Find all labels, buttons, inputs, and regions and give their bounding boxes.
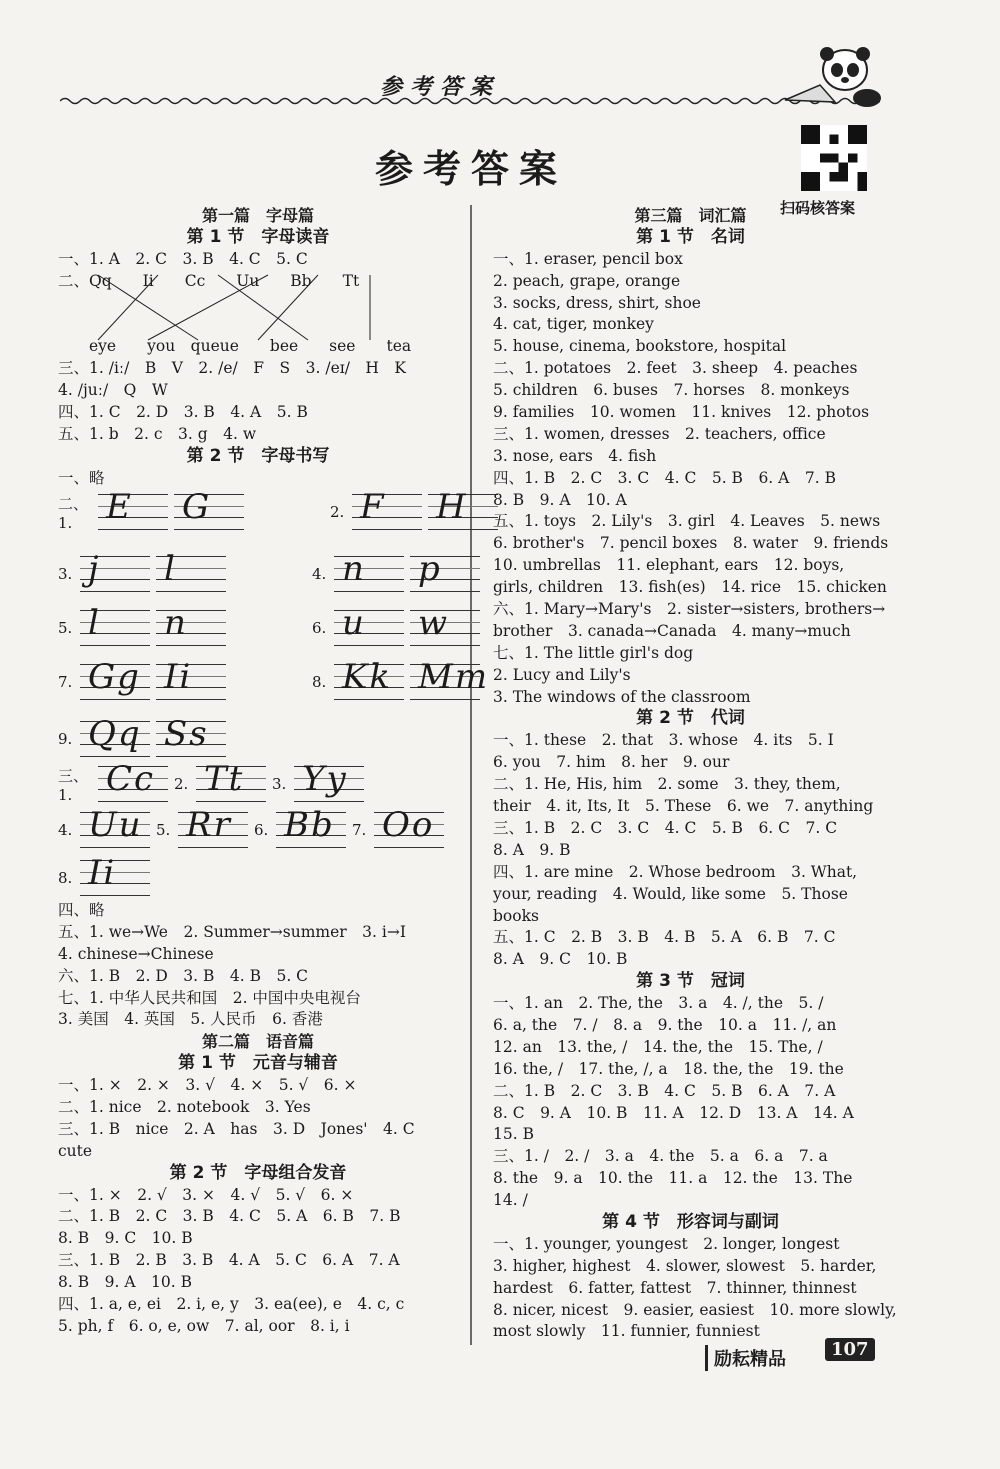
section-heading: 第 4 节 形容词与副词	[602, 1211, 779, 1232]
answer-line: 8. A 9. B	[493, 840, 571, 859]
section-heading: 第三篇 词汇篇	[634, 206, 747, 225]
writing-row	[58, 549, 486, 596]
writing-row	[58, 603, 486, 650]
handwritten-letter: w	[418, 603, 450, 643]
answer-line: 三、1. B nice 2. A has 3. D Jones' 4. C	[58, 1119, 415, 1138]
column-divider	[470, 205, 472, 1345]
answer-line: 6. brother's 7. pencil boxes 8. water 9. friends	[493, 534, 889, 553]
answer-line: your, reading 4. Would, like some 5. Those	[493, 884, 848, 903]
answer-line: 6. you 7. him 8. her 9. our	[493, 753, 730, 772]
handwriting-cell	[80, 714, 150, 757]
handwritten-letter: Rr	[186, 805, 232, 845]
section-heading: 第一篇 字母篇	[201, 206, 314, 225]
handwritten-letter: n	[164, 603, 188, 643]
handwritten-letter: Tt	[204, 759, 245, 799]
answer-line: 一、1. eraser, pencil box	[493, 249, 683, 268]
answer-line: eye you queue bee see tea	[58, 337, 412, 356]
handwriting-cell	[178, 805, 248, 848]
answer-line: 12. an 13. the, / 14. the, the 15. The, /	[493, 1037, 823, 1056]
handwritten-letter: Ii	[164, 657, 193, 697]
writing-row	[58, 714, 232, 761]
handwritten-letter: Ss	[164, 714, 209, 754]
question-number: 7.	[58, 673, 73, 691]
handwritten-letter: Uu	[88, 805, 143, 845]
handwriting-cell	[374, 805, 444, 848]
question-number: 2.	[174, 775, 189, 793]
answer-line: 六、1. Mary→Mary's 2. sister→sisters, brothers→	[493, 600, 886, 619]
answer-line: books	[493, 906, 539, 925]
right-column	[493, 205, 897, 1343]
left-column-bottom	[58, 900, 458, 1338]
answer-line: 五、1. b 2. c 3. g 4. w	[58, 424, 257, 443]
answer-line: 16. the, / 17. the, /, a 18. the, the 19. the	[493, 1059, 844, 1078]
answer-line: girls, children 13. fish(es) 14. rice 15. chicken	[493, 578, 887, 597]
question-number: 8.	[58, 869, 73, 887]
handwriting-cell	[98, 759, 168, 802]
answer-line: 5. children 6. buses 7. horses 8. monkeys	[493, 381, 850, 400]
answer-line: 一、1. these 2. that 3. whose 4. its 5. I	[493, 731, 834, 750]
page-title: 参考答案	[375, 146, 568, 191]
answer-line: 一、1. × 2. √ 3. × 4. √ 5. √ 6. ×	[58, 1185, 354, 1204]
answer-line: 2. peach, grape, orange	[493, 271, 681, 290]
answer-line: brother 3. canada→Canada 4. many→much	[493, 621, 851, 640]
section-heading: 第二篇 语音篇	[201, 1032, 314, 1052]
handwriting-cell	[80, 549, 150, 592]
handwriting-cell	[334, 549, 404, 592]
answer-line: 二、1. He, His, him 2. some 3. they, them,	[493, 775, 841, 794]
handwritten-letter: Ii	[88, 853, 117, 893]
section-heading: 第 2 节 代词	[636, 708, 745, 729]
answer-line: 8. the 9. a 10. the 11. a 12. the 13. The	[493, 1169, 853, 1188]
handwritten-letter: Qq	[88, 714, 142, 754]
writing-row	[58, 657, 490, 704]
answer-line: 一、略	[58, 468, 105, 487]
handwritten-letter: p	[418, 549, 442, 589]
answer-line: 四、1. are mine 2. Whose bedroom 3. What,	[493, 862, 858, 881]
handwritten-letter: Oo	[382, 805, 435, 845]
answer-line: 3. higher, highest 4. slower, slowest 5. harder,	[493, 1256, 877, 1275]
section-heading: 第 2 节 字母书写	[186, 445, 330, 466]
handwritten-letter: n	[342, 549, 366, 589]
answer-line: 10. umbrellas 11. elephant, ears 12. boys,	[493, 556, 845, 575]
qr-caption: 扫码核答案	[780, 199, 856, 217]
answer-line: 15. B	[493, 1125, 534, 1144]
handwriting-cell	[352, 487, 422, 530]
answer-line: 四、1. B 2. C 3. C 4. C 5. B 6. A 7. B	[493, 468, 836, 487]
handwriting-cell	[98, 487, 168, 530]
answer-line: 三、1. women, dresses 2. teachers, office	[493, 424, 826, 443]
answer-line: 14. /	[493, 1191, 528, 1210]
answer-line: 一、1. × 2. × 3. √ 4. × 5. √ 6. ×	[58, 1076, 357, 1095]
handwriting-cell	[410, 657, 490, 700]
answer-line: 二、1. potatoes 2. feet 3. sheep 4. peaches	[493, 359, 858, 378]
handwriting-cell	[156, 603, 226, 646]
answer-line: 二、Qq Ii Cc Uu Bb Tt	[58, 271, 360, 290]
answer-line: 3. nose, ears 4. fish	[493, 446, 657, 465]
handwritten-letter: l	[88, 603, 101, 643]
question-number: 3.	[58, 565, 73, 583]
answer-line: 9. families 10. women 11. knives 12. photos	[493, 403, 870, 422]
matching-lines	[58, 265, 458, 365]
handwriting-cell	[80, 603, 150, 646]
writing-row	[58, 853, 156, 900]
panda-mascot-icon	[775, 40, 885, 110]
section-heading: 第 2 节 字母组合发音	[169, 1162, 347, 1183]
answer-line: 2. Lucy and Lily's	[493, 665, 631, 684]
handwriting-cell	[334, 603, 404, 646]
section-heading: 第 1 节 元音与辅音	[178, 1053, 338, 1074]
answer-line: 七、1. 中华人民共和国 2. 中国中央电视台	[58, 988, 361, 1007]
writing-row	[58, 759, 370, 806]
handwritten-letter: Bb	[284, 805, 335, 845]
handwritten-letter: Cc	[106, 759, 156, 799]
handwriting-cell	[276, 805, 346, 848]
handwritten-letter: Gg	[88, 657, 141, 697]
answer-line: 四、略	[58, 901, 105, 919]
answer-line: 五、1. toys 2. Lily's 3. girl 4. Leaves 5. news	[493, 512, 881, 531]
answer-line: 8. C 9. A 10. B 11. A 12. D 13. A 14. A	[493, 1103, 854, 1122]
handwriting-cell	[334, 657, 404, 700]
question-number: 6.	[254, 821, 269, 839]
handwritten-letter: G	[182, 487, 212, 527]
question-number: 三、1.	[58, 766, 89, 804]
writing-row	[58, 487, 504, 534]
answer-line: 二、1. B 2. C 3. B 4. C 5. A 6. B 7. B	[58, 1207, 401, 1226]
question-number: 5.	[156, 821, 171, 839]
answer-line: 五、1. C 2. B 3. B 4. B 5. A 6. B 7. C	[493, 928, 836, 947]
answer-line: 5. house, cinema, bookstore, hospital	[493, 337, 787, 356]
question-number: 3.	[272, 775, 287, 793]
answer-line: 一、1. an 2. The, the 3. a 4. /, the 5. /	[493, 994, 824, 1013]
answer-line: 一、1. A 2. C 3. B 4. C 5. C	[58, 249, 308, 268]
handwriting-cell	[80, 853, 150, 896]
answer-line: 3. The windows of the classroom	[493, 687, 751, 706]
section-heading: 第 3 节 冠词	[636, 971, 745, 992]
question-number: 7.	[352, 821, 367, 839]
answer-line: 8. nicer, nicest 9. easier, easiest 10. more slowly,	[493, 1300, 897, 1319]
qr-code-icon[interactable]	[800, 125, 868, 191]
section-heading: 第 1 节 名词	[636, 226, 745, 247]
handwriting-cell	[80, 805, 150, 848]
answer-line: 6. a, the 7. / 8. a 9. the 10. a 11. /, an	[493, 1015, 837, 1034]
header-wavy-rule	[60, 96, 880, 106]
handwritten-letter: Yy	[302, 759, 348, 799]
answer-line: 三、1. B 2. B 3. B 4. A 5. C 6. A 7. A	[58, 1251, 400, 1270]
writing-row	[58, 805, 450, 852]
answer-line: 四、1. C 2. D 3. B 4. A 5. B	[58, 403, 308, 422]
handwritten-letter: E	[106, 487, 133, 527]
answer-line: 5. ph, f 6. o, e, ow 7. al, oor 8. i, i	[58, 1316, 350, 1335]
answer-line: 六、1. B 2. D 3. B 4. B 5. C	[58, 966, 309, 985]
answer-line: 8. A 9. C 10. B	[493, 950, 628, 969]
answer-line: 二、1. nice 2. notebook 3. Yes	[58, 1098, 311, 1117]
answer-line: 四、1. a, e, ei 2. i, e, y 3. ea(ee), e 4. c, c	[58, 1295, 405, 1314]
section-heading: 第 1 节 字母读音	[186, 226, 330, 247]
handwritten-letter: H	[436, 487, 468, 527]
handwritten-letter: Mm	[418, 657, 490, 697]
handwritten-letter: u	[342, 603, 366, 643]
handwriting-cell	[428, 487, 498, 530]
answer-line: 8. B 9. C 10. B	[58, 1229, 193, 1248]
answer-line: 七、1. The little girl's dog	[493, 643, 694, 662]
handwritten-letter: F	[360, 487, 386, 527]
handwriting-cell	[80, 657, 150, 700]
brand-logo: 励耘精品	[705, 1345, 786, 1371]
answer-line: 三、1. B 2. C 3. C 4. C 5. B 6. C 7. C	[493, 818, 838, 837]
handwriting-cell	[156, 549, 226, 592]
answer-line: 三、1. /iː/ B V 2. /e/ F S 3. /eɪ/ H K	[58, 359, 407, 378]
answer-line: 一、1. younger, youngest 2. longer, longest	[493, 1234, 840, 1253]
answer-line: 4. /juː/ Q W	[58, 381, 168, 400]
answer-line: most slowly 11. funnier, funniest	[493, 1322, 760, 1341]
answer-line: 4. cat, tiger, monkey	[493, 315, 654, 334]
handwriting-cell	[174, 487, 244, 530]
question-number: 二、1.	[58, 494, 89, 532]
answer-line: hardest 6. fatter, fattest 7. thinner, thinnest	[493, 1278, 857, 1297]
answer-line: 3. socks, dress, shirt, shoe	[493, 293, 701, 312]
handwritten-letter: Kk	[342, 657, 393, 697]
header-tag: 参考答案	[380, 74, 501, 100]
answer-line: 三、1. / 2. / 3. a 4. the 5. a 6. a 7. a	[493, 1147, 828, 1166]
handwriting-cell	[294, 759, 364, 802]
handwriting-cell	[410, 549, 480, 592]
handwriting-cell	[156, 657, 226, 700]
question-number: 2.	[330, 503, 345, 521]
question-number: 8.	[312, 673, 327, 691]
handwriting-cell	[156, 714, 226, 757]
question-number: 4.	[312, 565, 327, 583]
question-number: 5.	[58, 619, 73, 637]
answer-line: 8. B 9. A 10. B	[58, 1273, 192, 1292]
question-number: 9.	[58, 730, 73, 748]
answer-line: 4. chinese→Chinese	[58, 944, 214, 963]
handwritten-letter: j	[88, 549, 101, 589]
question-number: 4.	[58, 821, 73, 839]
handwriting-cell	[410, 603, 480, 646]
answer-line: cute	[58, 1141, 93, 1160]
handwritten-letter: l	[164, 549, 177, 589]
answer-line: 3. 美国 4. 英国 5. 人民币 6. 香港	[58, 1010, 323, 1029]
answer-line: 二、1. B 2. C 3. B 4. C 5. B 6. A 7. A	[493, 1081, 836, 1100]
answer-line: their 4. it, Its, It 5. These 6. we 7. anything	[493, 797, 874, 816]
handwriting-cell	[196, 759, 266, 802]
answer-line: 8. B 9. A 10. A	[493, 490, 627, 509]
answer-line: 五、1. we→We 2. Summer→summer 3. i→I	[58, 922, 406, 941]
page-number: 107	[825, 1338, 875, 1361]
question-number: 6.	[312, 619, 327, 637]
